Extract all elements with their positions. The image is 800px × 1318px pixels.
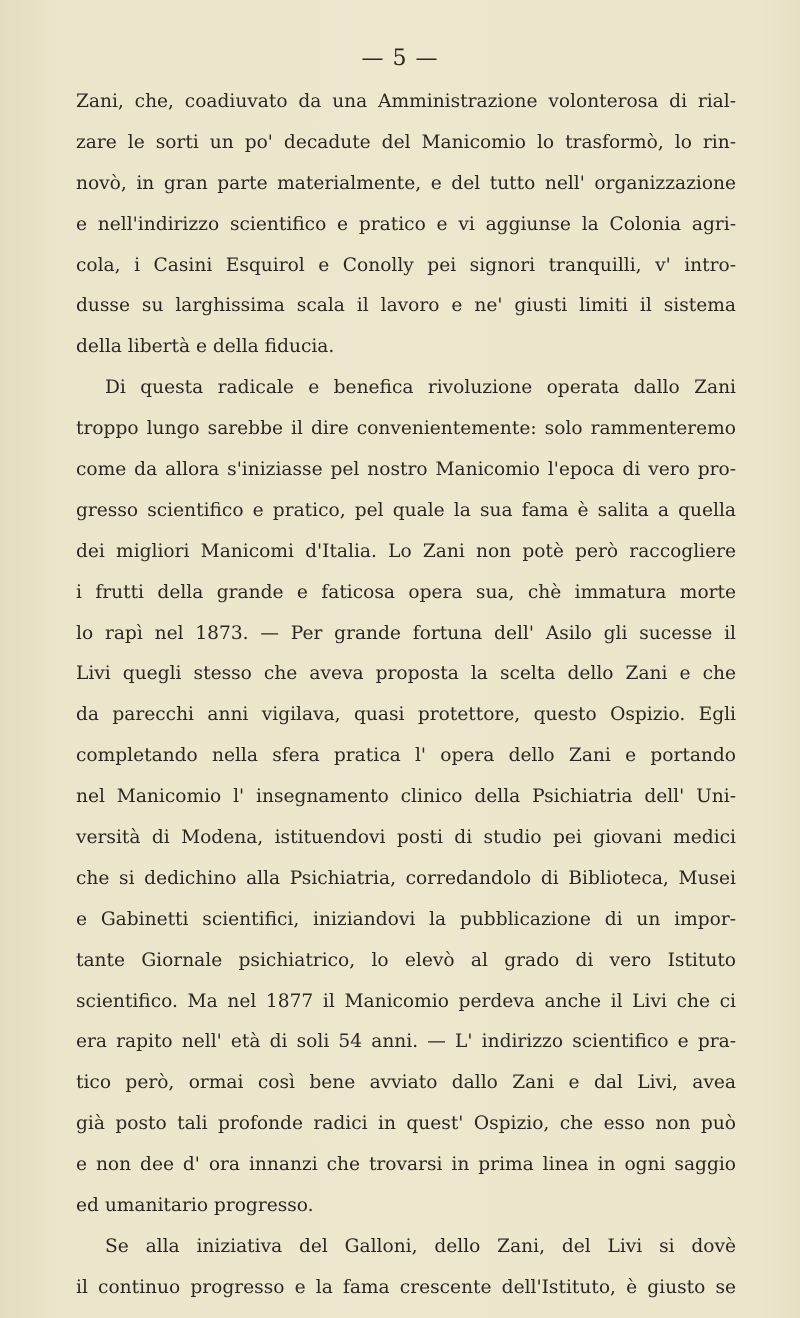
text-line: Se alla iniziativa del Galloni, dello Zani, del Livi si dovè bbox=[105, 1235, 736, 1257]
text-line: troppo lungo sarebbe il dire convenientemente: solo rammenteremo bbox=[76, 418, 736, 440]
text-line: cola, i Casini Esquirol e Conolly pei signori tranquilli, v' intro- bbox=[76, 254, 736, 276]
text-line: completando nella sfera pratica l' opera dello Zani e portando bbox=[76, 745, 736, 767]
text-line: lo rapì nel 1873. — Per grande fortuna dell' Asilo gli sucesse il bbox=[76, 622, 736, 644]
text-line: Livi quegli stesso che aveva proposta la scelta dello Zani e che bbox=[76, 663, 736, 685]
text-line: gresso scientifico e pratico, pel quale la sua fama è salita a quella bbox=[76, 499, 736, 521]
text-line: ed umanitario progresso. bbox=[76, 1195, 314, 1217]
text-line: era rapito nell' età di soli 54 anni. — L' indirizzo scientifico e pra- bbox=[76, 1031, 736, 1053]
page-number: — 5 — bbox=[361, 46, 439, 71]
text-line: da parecchi anni vigilava, quasi protettore, questo Ospizio. Egli bbox=[76, 704, 736, 726]
text-line: e nell'indirizzo scientifico e pratico e vi aggiunse la Colonia agri- bbox=[76, 213, 736, 235]
text-line: il continuo progresso e la fama crescente dell'Istituto, è giusto se bbox=[76, 1276, 736, 1298]
text-line: versità di Modena, istituendovi posti di studio pei giovani medici bbox=[76, 827, 736, 849]
text-line: dusse su larghissima scala il lavoro e ne' giusti limiti il sistema bbox=[76, 295, 736, 317]
text-line: dei migliori Manicomi d'Italia. Lo Zani non potè però raccogliere bbox=[76, 540, 736, 562]
text-line: che si dedichino alla Psichiatria, corredandolo di Biblioteca, Musei bbox=[76, 867, 736, 889]
text-line: zare le sorti un po' decadute del Manicomio lo trasformò, lo rin- bbox=[76, 131, 736, 153]
text-line: e Gabinetti scientifici, iniziandovi la pubblicazione di un impor- bbox=[76, 908, 736, 930]
text-line: come da allora s'iniziasse pel nostro Manicomio l'epoca di vero pro- bbox=[76, 459, 736, 481]
text-line: tico però, ormai così bene avviato dallo Zani e dal Livi, avea bbox=[76, 1072, 736, 1094]
text-line: i frutti della grande e faticosa opera sua, chè immatura morte bbox=[76, 581, 736, 603]
text-line: già posto tali profonde radici in quest' Ospizio, che esso non può bbox=[76, 1113, 736, 1135]
text-line: scientifico. Ma nel 1877 il Manicomio perdeva anche il Livi che ci bbox=[76, 990, 736, 1012]
text-line: tante Giornale psichiatrico, lo elevò al grado di vero Istituto bbox=[76, 949, 736, 971]
text-line: nel Manicomio l' insegnamento clinico della Psichiatria dell' Uni- bbox=[76, 786, 736, 808]
text-line: della libertà e della fiducia. bbox=[76, 336, 335, 358]
text-line: novò, in gran parte materialmente, e del tutto nell' organizzazione bbox=[76, 172, 736, 194]
text-line: Zani, che, coadiuvato da una Amministrazione volonterosa di rial- bbox=[76, 91, 736, 112]
text-line: e non dee d' ora innanzi che trovarsi in prima linea in ogni saggio bbox=[76, 1154, 736, 1176]
text-line: Di questa radicale e benefica rivoluzione operata dallo Zani bbox=[105, 377, 736, 399]
body-text bbox=[76, 82, 736, 1309]
